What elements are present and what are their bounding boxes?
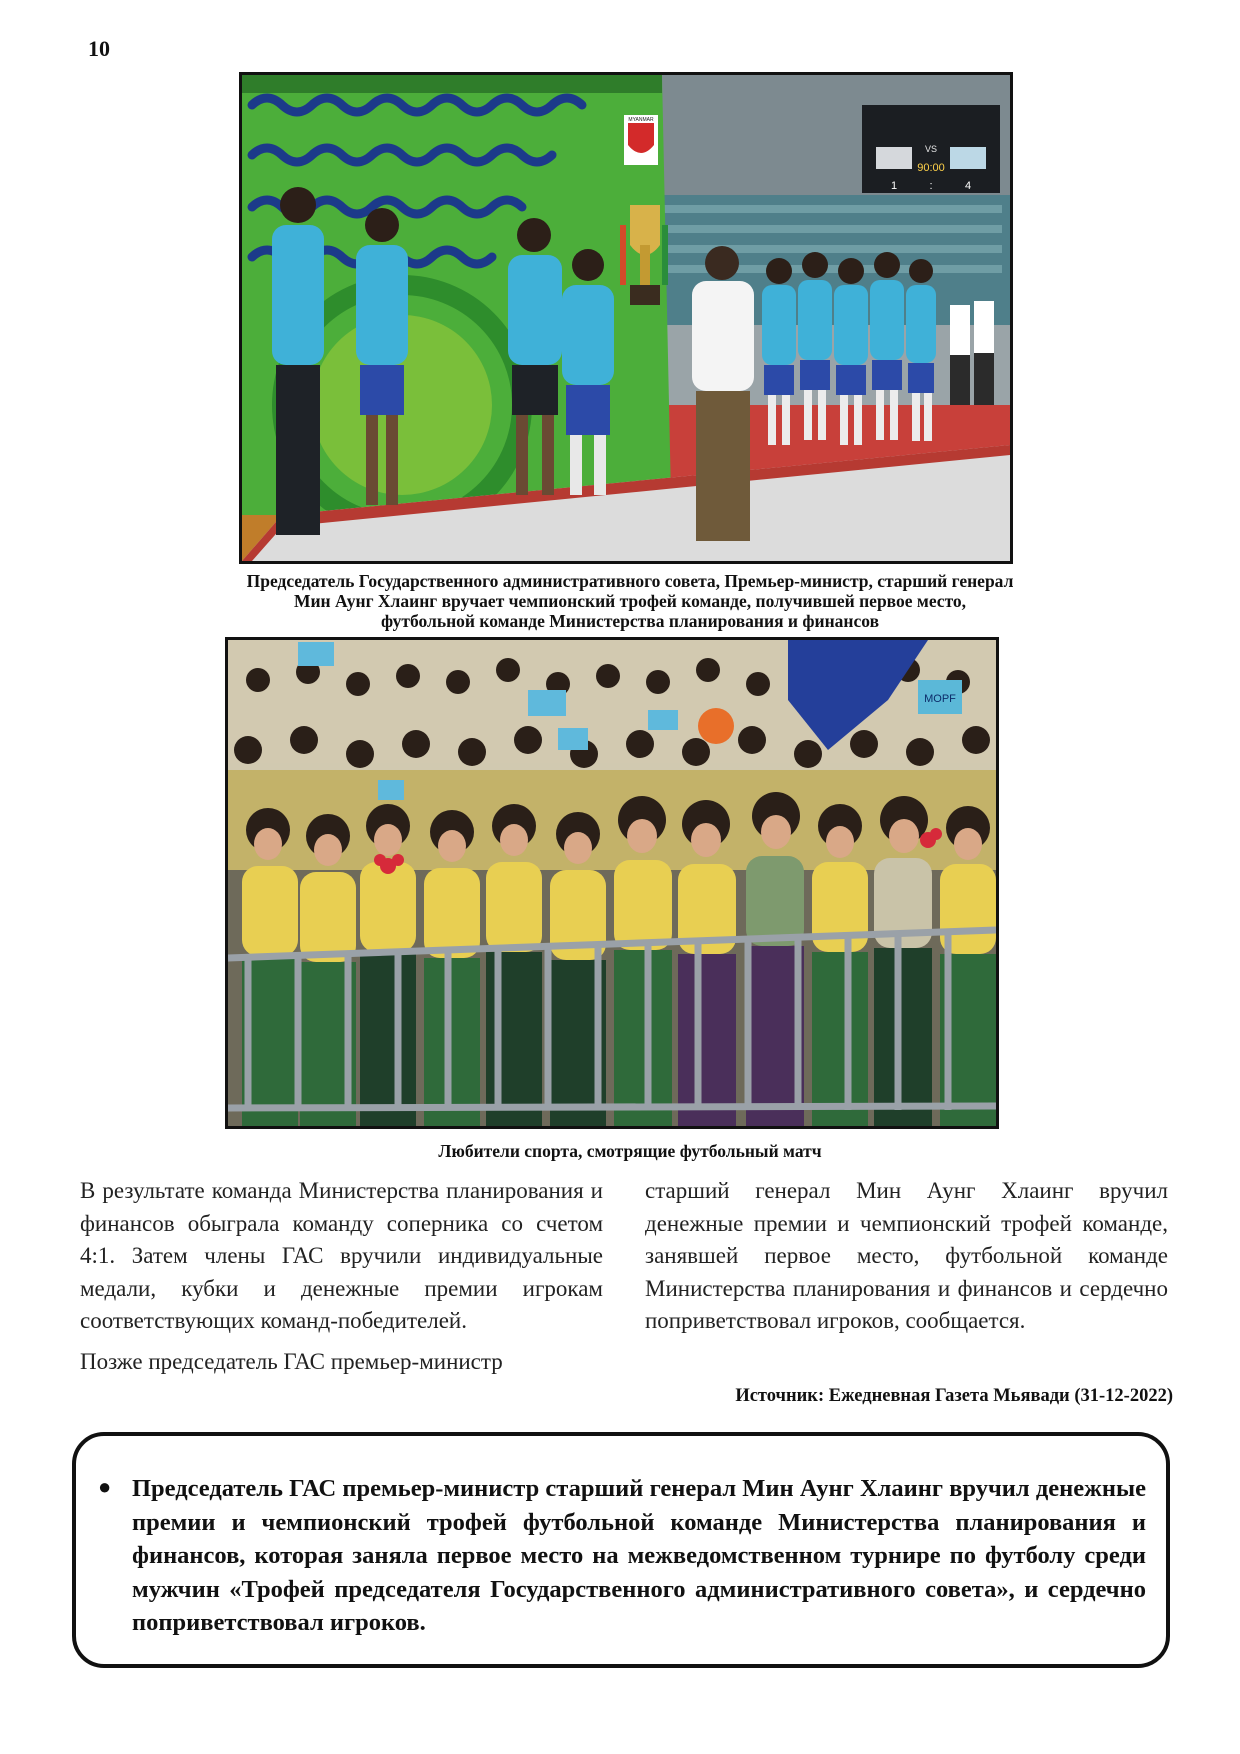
photo1-caption-line: Председатель Государственного административного совета, Премьер-министр, старший генерал xyxy=(246,571,1014,591)
scoreboard-vs: VS xyxy=(924,144,938,154)
summary-text: Председатель ГАС премьер-министр старший генерал Мин Аунг Хлаинг вручил денежные премии и чемпионский трофей футбольной команде Министерства планирования и финансов, которая заняла первое место на межведомственном турнире по футболу среди мужчин «Трофей председателя Государственного административного совета», и сердечно поприветствовал игроков. xyxy=(132,1475,1146,1636)
players-right xyxy=(762,280,936,365)
scoreboard-score-right: 4 xyxy=(964,180,972,192)
article-paragraph: В результате команда Министерства планирования и финансов обыграла команду соперника со счетом 4:1. Затем члены ГАС вручили индивидуальные медали, кубки и денежные премии игрокам соответствующих команд-победителей. xyxy=(80,1178,603,1333)
page-number: 10 xyxy=(88,36,110,61)
photo1-caption-line: футбольной команде Министерства планирования и финансов xyxy=(380,611,880,631)
myanmar-football-emblem xyxy=(624,115,658,165)
photo1-caption-line: Мин Аунг Хлаинг вручает чемпионский трофей команде, получившей первое место, xyxy=(293,591,967,611)
article-right-column xyxy=(645,1175,1168,1346)
orange-balloon xyxy=(698,708,734,744)
award-ceremony-photo xyxy=(239,72,1013,564)
summary-box xyxy=(72,1432,1170,1668)
scoreboard-time: 90:00 xyxy=(917,162,945,174)
fans-crowd-photo xyxy=(225,637,999,1129)
photo1-caption xyxy=(150,571,1110,631)
photo2-caption: Любители спорта, смотрящие футбольный матч xyxy=(438,1141,822,1161)
article-paragraph: Позже председатель ГАС премьер-министр xyxy=(80,1348,503,1374)
scoreboard-score-left: 1 xyxy=(890,180,898,192)
svg-text:MOPF: MOPF xyxy=(924,693,956,705)
article-paragraph: старший генерал Мин Аунг Хлаинг вручил денежные премии и чемпионский трофей команде, занявшей первое место, футбольной команде Министерства планирования и финансов и сердечно поприветствовал игроков, сообщается. xyxy=(645,1178,1168,1333)
svg-text:MYANMAR: MYANMAR xyxy=(628,117,654,123)
bullet-icon: ● xyxy=(98,1474,112,1499)
article-source: Источник: Ежедневная Газета Мьявади (31-12-2022) xyxy=(735,1386,1173,1406)
general-figure xyxy=(692,246,754,541)
scoreboard-score-sep: : xyxy=(929,180,933,192)
article-left-column xyxy=(80,1175,603,1386)
mopf-sign xyxy=(918,680,962,714)
